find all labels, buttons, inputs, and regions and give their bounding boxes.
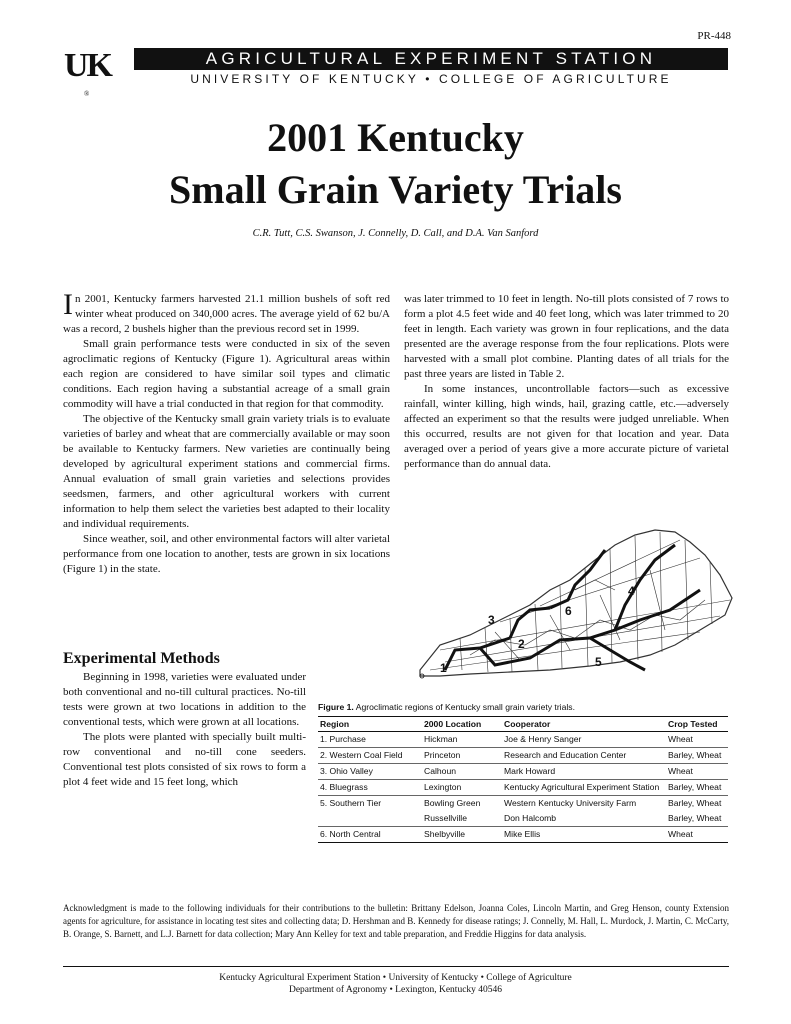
region-label-1: 1 xyxy=(440,661,447,675)
col-header-region: Region xyxy=(318,717,422,732)
intro-paragraph-4: Since weather, soil, and other environmental factors will alter varietal performance from one location to another, tests are grown in six locations (Figure 1) in the state. xyxy=(63,533,390,575)
cell-region: 3. Ohio Valley xyxy=(318,764,422,780)
section-heading-methods: Experimental Methods xyxy=(63,650,220,667)
cell-location: Hickman xyxy=(422,732,502,748)
table-row xyxy=(318,811,728,827)
cell-location: Bowling Green xyxy=(424,798,481,808)
cell-crop: Barley, Wheat xyxy=(666,811,728,827)
cell-cooperator: Kentucky Agricultural Experiment Station xyxy=(502,780,666,796)
cell-cooperator: Mark Howard xyxy=(502,764,666,780)
figure-caption-label: Figure 1. xyxy=(318,702,354,712)
masthead xyxy=(64,44,728,98)
intro-paragraph-1 xyxy=(63,288,390,337)
regions-table xyxy=(318,716,728,843)
figure-caption xyxy=(318,702,575,712)
footer-divider xyxy=(63,966,729,967)
cell-crop: Barley, Wheat xyxy=(668,798,722,808)
region-label-6: 6 xyxy=(565,604,572,618)
acknowledgment: Acknowledgment is made to the following individuals for their contributions to the bulletin: Brittany Edelson, Joanna Coles, Lincoln Martin, and Greg Henson, county Extension agents for agriculture, for assistance in locating test sites and collecting data; D. Hershman and B. Kennedy for disease ratings; J. Connelly, M. Hall, L. Murdock, J. Martin, C. McCarty, B. Orange, S. Barnett, and L.J. Barnett for data collection; Mary Ann Kelley for text and table preparation, and Freddie Higgins for data analysis. xyxy=(63,903,729,939)
cell-region: 5. Southern Tier xyxy=(320,798,382,808)
cell-region: 6. North Central xyxy=(318,827,422,843)
cell-cooperator: Joe & Henry Sanger xyxy=(502,732,666,748)
cell-location: Shelbyville xyxy=(422,827,502,843)
cell-crop: Wheat xyxy=(666,732,728,748)
table-row xyxy=(318,764,728,780)
page-title xyxy=(0,112,791,216)
authors: C.R. Tutt, C.S. Swanson, J. Connelly, D. Call, and D.A. Van Sanford xyxy=(252,228,539,239)
cell-region: 2. Western Coal Field xyxy=(318,748,422,764)
cell-location: Lexington xyxy=(422,780,502,796)
methods-paragraph-1: Beginning in 1998, varieties were evaluated under both conventional and no-till cultural practices. No-till tests were grown at two locations in addition to the conventional tests, which were grown at all locations. xyxy=(63,671,306,728)
table-row xyxy=(318,780,728,796)
footer-line-1: Kentucky Agricultural Experiment Station • University of Kentucky • College of Agriculture xyxy=(219,973,572,983)
kentucky-region-map xyxy=(400,520,738,690)
methods-column xyxy=(63,670,306,790)
table-row xyxy=(318,827,728,843)
title-line-1: 2001 Kentucky xyxy=(267,115,524,160)
county-borders xyxy=(420,530,732,676)
cell-cooperator: Don Halcomb xyxy=(502,811,666,827)
intro-paragraph-2: Small grain performance tests were conducted in six of the seven agroclimatic regions of Kentucky (Figure 1). Agricultural areas within each region are considered to have similar soil types and climatic conditions. Each region having a substantial acreage of a small grain commodity will have a trial conducted in that region for that commodity. xyxy=(63,338,390,410)
right-paragraph-2: In some instances, uncontrollable factors—such as excessive rainfall, winter killing, high winds, hail, grazing cattle, etc.—adversely affected an experiment so that the results were judged unreliable. When this occurred, results are not given for that location and year. Data averaged over a period of years give a more accurate picture of varietal performance than do annual data. xyxy=(404,383,729,470)
station-banner: AGRICULTURAL EXPERIMENT STATION xyxy=(134,48,728,70)
cell-crop: Barley, Wheat xyxy=(666,748,728,764)
methods-paragraph-2: The plots were planted with specially built multi-row conventional and no-till cone seeders. Conventional test plots consisted of six rows to form a plot 4 feet wide and 15 feet long, which xyxy=(63,731,306,788)
publication-number: PR-448 xyxy=(697,30,731,42)
right-column xyxy=(404,292,729,472)
table-header-row xyxy=(318,717,728,732)
intro-paragraph-1-text: n 2001, Kentucky farmers harvested 21.1 million bushels of soft red winter wheat produced on 340,000 acres. The average yield of 62 bu/A was a record, 2 bushels higher than the previous record set in 1999. xyxy=(63,293,390,335)
university-line: UNIVERSITY OF KENTUCKY • COLLEGE OF AGRICULTURE xyxy=(190,72,672,86)
intro-paragraph-3: The objective of the Kentucky small grain variety trials is to evaluate varieties of barley and wheat that are commercially available or may soon be available to Kentucky farmers. New varieties are continually being developed by agricultural experiment stations and commercial firms. Annual evaluation of small grain varieties and selections provides seedsmen, farmers, and other agricultural workers with current information to help them select the varieties best adapted to their locality and individual requirements. xyxy=(63,413,390,530)
cell-crop: Wheat xyxy=(666,827,728,843)
table-row xyxy=(318,796,728,812)
uk-logo-text: UK xyxy=(64,47,111,84)
cell-region: 1. Purchase xyxy=(318,732,422,748)
drop-cap: I xyxy=(63,288,73,321)
footer-line-2: Department of Agronomy • Lexington, Kentucky 40546 xyxy=(288,985,503,995)
cell-location: Princeton xyxy=(422,748,502,764)
cell-region xyxy=(318,811,422,827)
uk-logo xyxy=(64,46,128,98)
cell-region: 4. Bluegrass xyxy=(318,780,422,796)
region-label-3: 3 xyxy=(488,613,495,627)
figure-caption-text: Agroclimatic regions of Kentucky small grain variety trials. xyxy=(353,702,575,712)
col-header-cooperator: Cooperator xyxy=(502,717,666,732)
cell-cooperator: Mike Ellis xyxy=(502,827,666,843)
cell-location: Russellville xyxy=(422,811,502,827)
region-label-4: 4 xyxy=(628,584,635,598)
region-label-2: 2 xyxy=(518,637,525,651)
col-header-location: 2000 Location xyxy=(422,717,502,732)
region-label-5: 5 xyxy=(595,655,602,669)
uk-logo-mark: ® xyxy=(84,90,90,98)
intro-column xyxy=(63,288,390,577)
cell-crop: Wheat xyxy=(666,764,728,780)
col-header-crop: Crop Tested xyxy=(666,717,728,732)
cell-cooperator: Research and Education Center xyxy=(502,748,666,764)
title-line-2: Small Grain Variety Trials xyxy=(169,167,622,212)
footer xyxy=(0,972,791,996)
cell-crop: Barley, Wheat xyxy=(666,780,728,796)
cell-location: Calhoun xyxy=(422,764,502,780)
table-row xyxy=(318,732,728,748)
cell-cooperator: Western Kentucky University Farm xyxy=(504,798,637,808)
right-paragraph-1: was later trimmed to 10 feet in length. No-till plots consisted of 7 rows to form a plot 4.5 feet wide and 40 feet long, which was later trimmed to 20 feet in length. Each variety was grown in four replications, and the data presented are the average response from the four replications. Plots were harvested with a small plot combine. Planting dates of all trials for the past three years are listed in Table 2. xyxy=(404,293,729,380)
table-row xyxy=(318,748,728,764)
